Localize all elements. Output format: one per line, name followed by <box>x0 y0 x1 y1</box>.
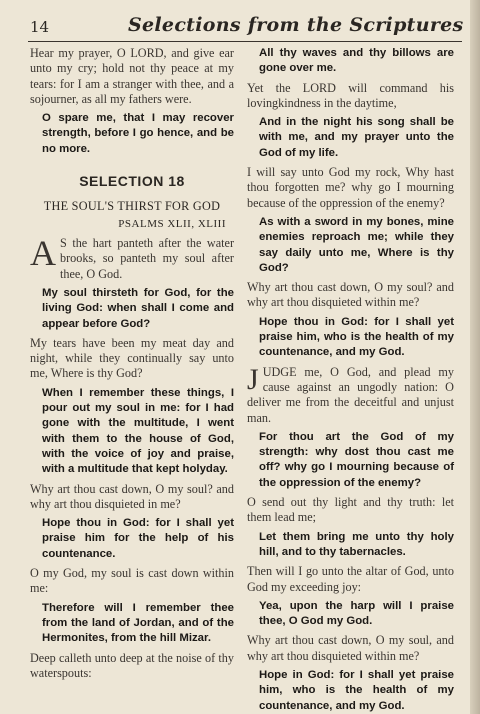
response-verse: Hope thou in God: for I shall yet praise him for the help of his countenance. <box>42 517 234 560</box>
response-verse: When I remember these things, I pour out my soul in me: for I had gone with the multitude, I went with them to the house of God, with the voice of joy and praise, with a multitude that kept holyday. <box>42 386 234 476</box>
left-verses <box>30 286 234 681</box>
response-verse: For thou art the God of my strength: why dost thou cast me off? why go I mourning because of the oppression of the enemy? <box>259 430 454 489</box>
response-verse: Hope thou in God: for I shall yet praise him, who is the health of my countenance, and my God. <box>259 315 454 359</box>
second-opening-paragraph <box>247 362 454 426</box>
reading-verse: I will say unto God my rock, Why hast thou forgotten me? why go I mourning because of the oppression of the enemy? <box>247 165 454 210</box>
selection-subtitle: THE SOUL'S THIRST FOR GOD <box>43 199 221 214</box>
response-verse: Yea, upon the harp will I praise thee, O God my God. <box>259 599 454 628</box>
right-verses-a <box>247 46 454 361</box>
response-verse: And in the night his song shall be with me, and my prayer unto the God of my life. <box>259 116 454 159</box>
reading-verse: Deep calleth unto deep at the noise of thy waterspouts: <box>30 650 234 680</box>
selection-title: SELECTION 18 <box>79 173 185 190</box>
reading-verse: Why art thou cast down, O my soul? and why art thou disquieted in me? <box>30 481 234 511</box>
right-column <box>247 46 454 714</box>
page-edge <box>470 0 480 714</box>
response-verse: Therefore will I remember thee from the land of Jordan, and of the Hermonites, from the hill Mizar. <box>42 601 234 645</box>
second-opening-text: UDGE me, O God, and plead my cause against an ungodly nation: O deliver me from the deceitful and unjust man. <box>247 364 454 425</box>
reading-verse: Why art thou cast down, O my soul? and why art thou disquieted within me? <box>247 280 454 310</box>
right-verses-b <box>247 430 454 714</box>
running-head: Selections from the Scriptures <box>128 14 464 36</box>
reading-verse: Why art thou cast down, O my soul, and why art thou disquieted within me? <box>247 633 454 663</box>
left-column <box>30 46 234 681</box>
response-verse: My soul thirsteth for God, for the living God: when shall I come and appear before God? <box>42 286 234 330</box>
response-verse: Let them bring me unto thy holy hill, and to thy tabernacles. <box>259 530 454 558</box>
drop-cap: J <box>247 362 259 396</box>
reading-verse: Hear my prayer, O LORD, and give ear unto my cry; hold not thy peace at my tears: for I am a stranger with thee, and a sojourner, as all my fathers were. <box>30 46 234 106</box>
response-verse: All thy waves and thy billows are gone over me. <box>259 47 454 75</box>
response-verse: Hope in God: for I shall yet praise him, who is the health of my countenance, and my God. <box>259 668 454 712</box>
opening-paragraph <box>30 233 234 282</box>
page-number: 14 <box>30 18 50 36</box>
reading-verse: O my God, my soul is cast down within me: <box>30 566 234 596</box>
intro-verses <box>30 46 234 157</box>
opening-text: S the hart panteth after the water brooks, so panteth my soul after thee, O God. <box>60 236 234 281</box>
reading-verse: My tears have been my meat day and night, while they continually say unto me, Where is thy God? <box>30 335 234 381</box>
reading-verse: O send out thy light and thy truth: let them lead me; <box>247 495 454 525</box>
drop-cap: A <box>30 233 56 274</box>
response-verse: O spare me, that I may recover strength, before I go hence, and be no more. <box>42 112 234 155</box>
response-verse: As with a sword in my bones, mine enemies reproach me; while they say daily unto me, Where is thy God? <box>259 215 454 274</box>
reading-verse: Then will I go unto the altar of God, unto God my exceeding joy: <box>247 564 454 594</box>
header-rule <box>28 41 462 42</box>
selection-reference: PSALMS XLII, XLIII <box>118 218 226 231</box>
reading-verse: Yet the LORD will command his lovingkindness in the daytime, <box>247 80 454 110</box>
